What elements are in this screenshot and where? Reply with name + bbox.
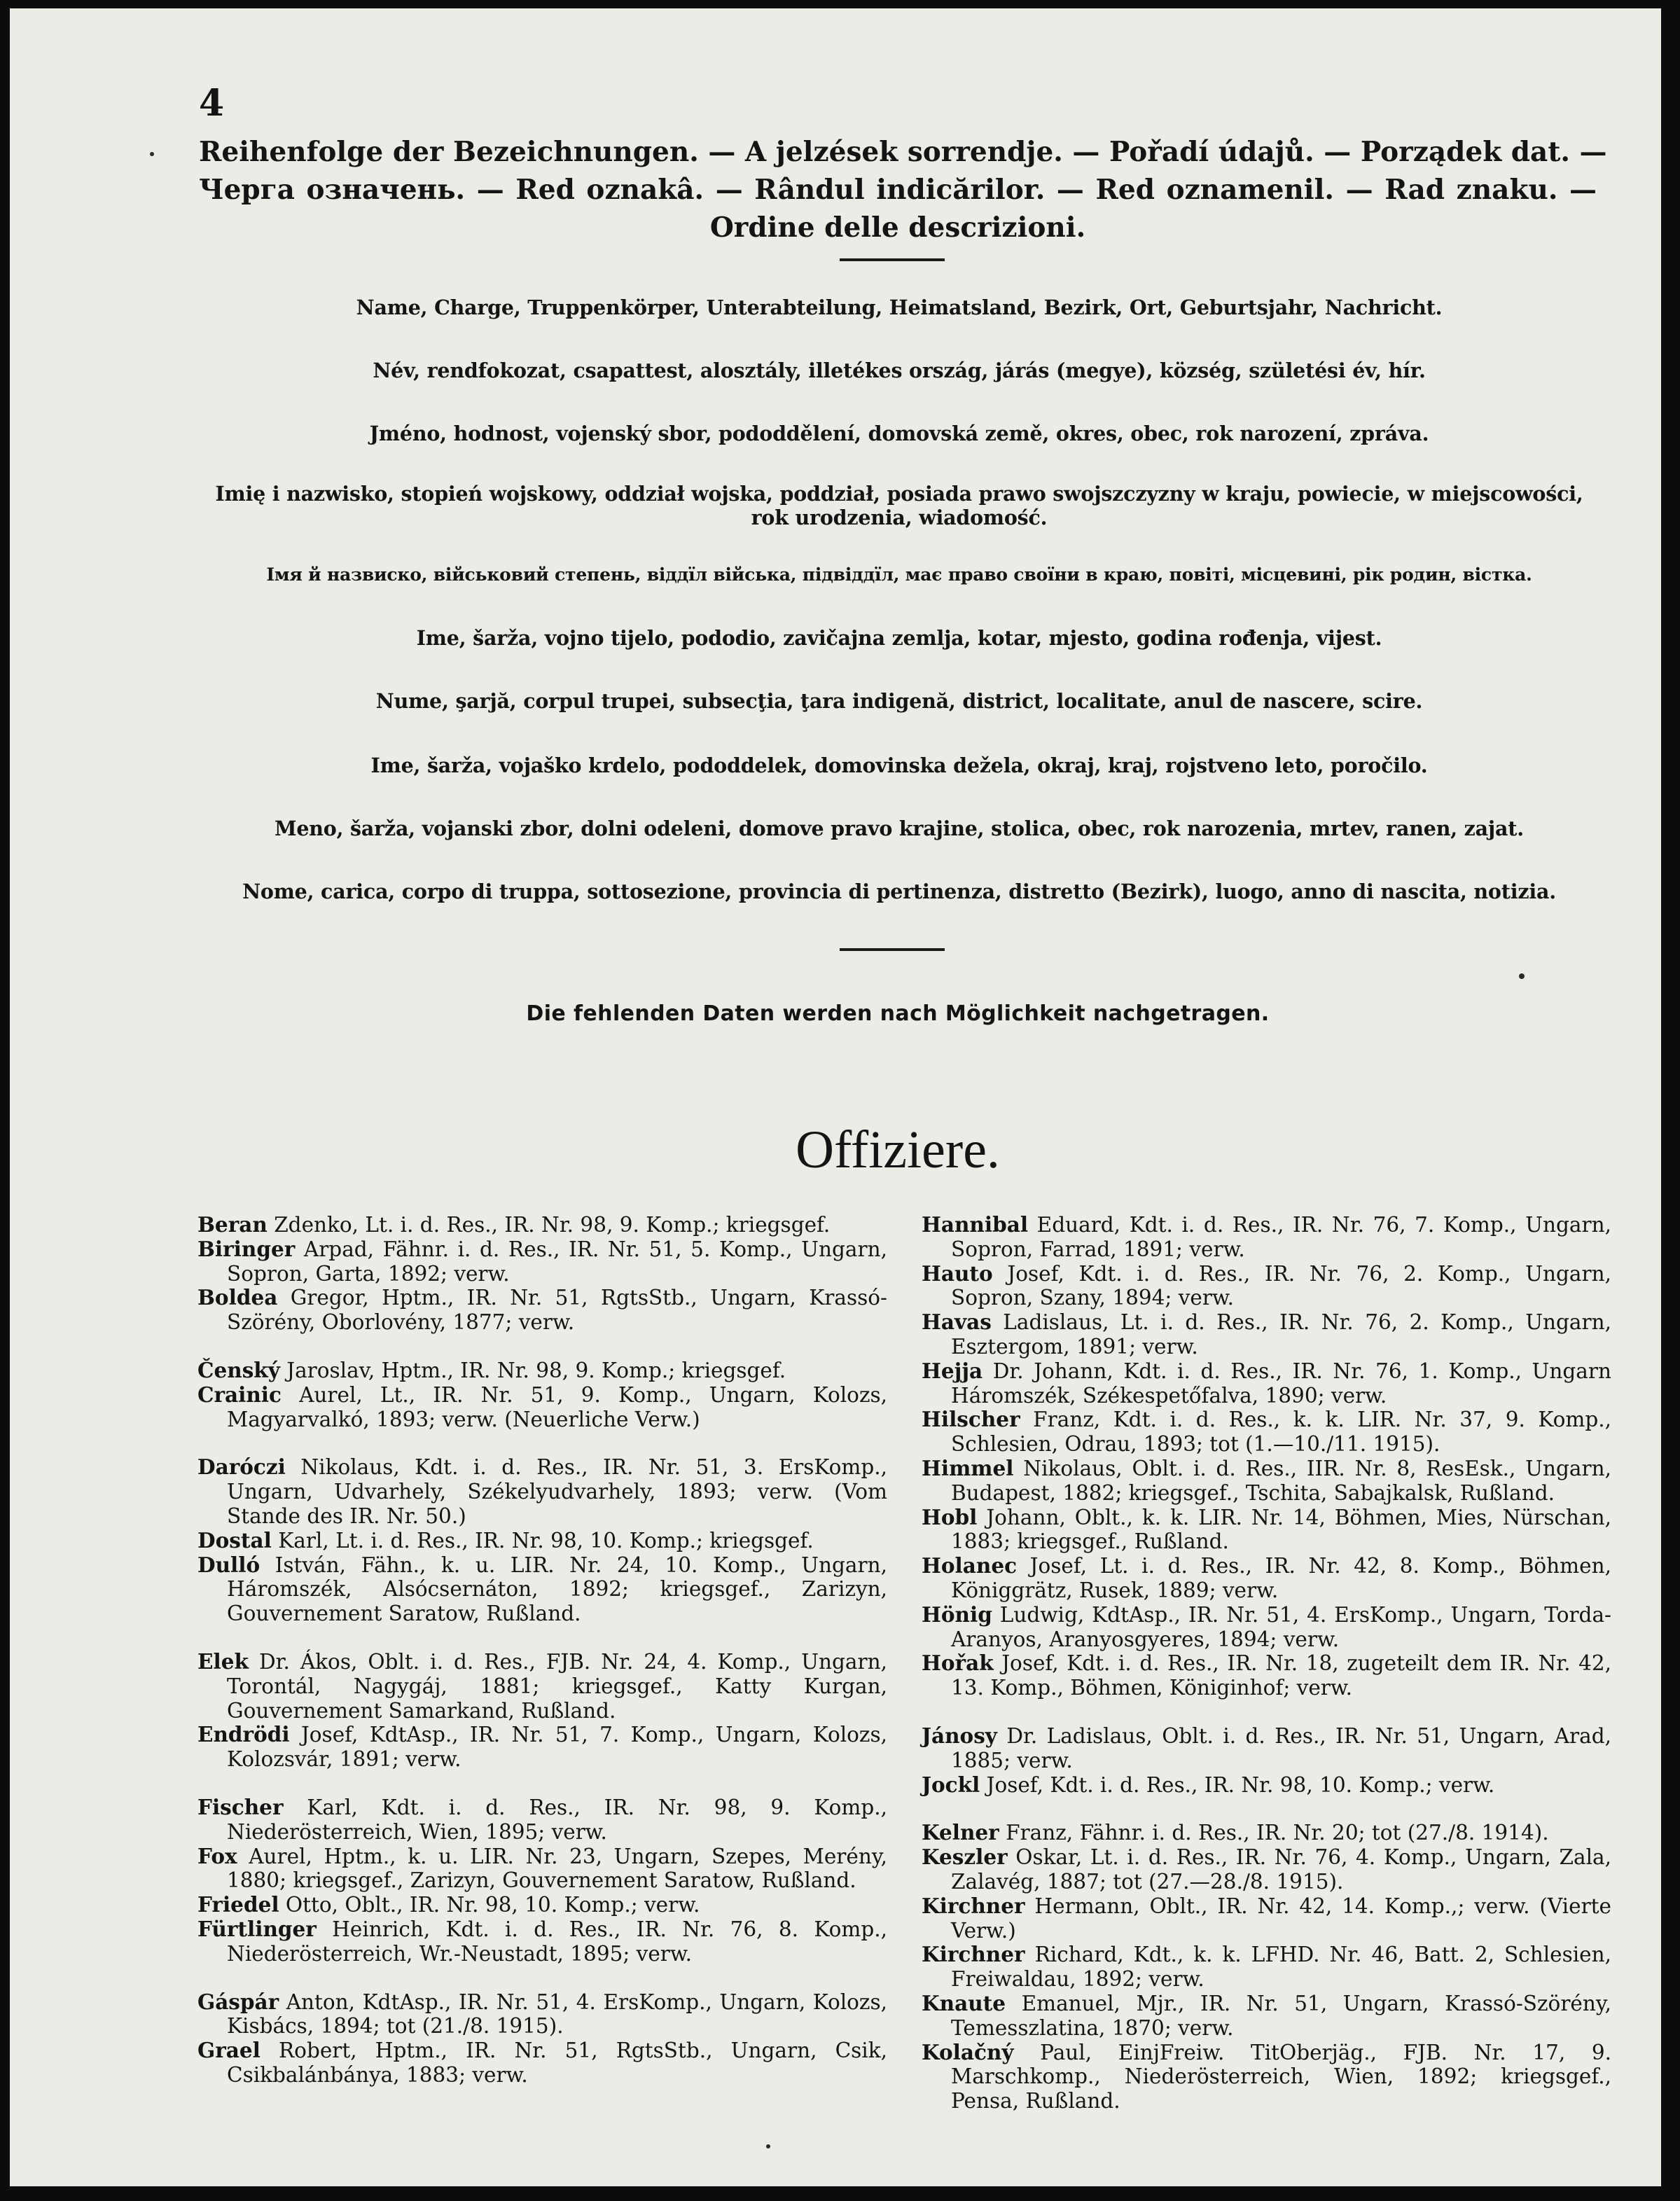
officer-details: Zdenko, Lt. i. d. Res., IR. Nr. 98, 9. Komp.; kriegsgef.: [267, 1213, 831, 1237]
heading-line-3: Ordine delle descrizioni.: [709, 211, 1086, 244]
officer-surname: Elek: [197, 1648, 249, 1674]
officer-details: Richard, Kdt., k. k. LFHD. Nr. 46, Batt. 2, Schlesien, Freiwaldau, 1892; verw.: [951, 1943, 1611, 1992]
officer-details: Anton, KdtAsp., IR. Nr. 51, 4. ErsKomp., Ungarn, Kolozs, Kisbács, 1894; tot (21./8. 1915).: [227, 1990, 887, 2039]
officer-entry: [197, 1650, 887, 1723]
officer-surname: Jánosy: [922, 1723, 997, 1748]
field-description-hungarian: Név, rendfokozat, csapattest, alosztály, illetékes ország, járás (megye), község, születési év, hír.: [373, 359, 1426, 382]
officer-entry: [922, 1213, 1611, 1262]
officer-entry: [197, 1529, 887, 1553]
officer-surname: Himmel: [922, 1455, 1014, 1480]
officer-details: Aurel, Lt., IR. Nr. 51, 9. Komp., Ungarn, Kolozs, Magyarvalkó, 1893; verw. (Neuerliche Verw.): [227, 1382, 887, 1431]
officer-details: Hermann, Oblt., IR. Nr. 42, 14. Komp.,; verw. (Vierte Verw.): [951, 1894, 1611, 1943]
officer-details: Ladislaus, Lt. i. d. Res., IR. Nr. 76, 2. Komp., Ungarn, Esztergom, 1891; verw.: [951, 1310, 1611, 1359]
officer-surname: Jockl: [922, 1772, 980, 1797]
print-speck: [766, 2144, 770, 2148]
officer-entry: [922, 1651, 1611, 1700]
print-speck: [150, 152, 154, 156]
officer-entry: [922, 1821, 1611, 1845]
officer-surname: Hannibal: [922, 1212, 1029, 1237]
entries-column-left: [197, 1213, 887, 2088]
field-description-czech: Jméno, hodnost, vojenský sbor, pododdělení, domovská země, okres, obec, rok narození, zpráva.: [369, 422, 1429, 445]
officer-surname: Beran: [197, 1212, 268, 1237]
divider-rule: [840, 258, 945, 261]
field-description-german: Name, Charge, Truppenkörper, Unterabteilung, Heimatsland, Bezirk, Ort, Geburtsjahr, Nachricht.: [356, 296, 1443, 319]
officer-details: István, Fähn., k. u. LIR. Nr. 24, 10. Komp., Ungarn, Háromszék, Alsócsernáton, 1892; kriegsgef., Zarizyn, Gouvernement Saratow, Rußland.: [227, 1553, 887, 1626]
officer-entry: [922, 1773, 1611, 1798]
officer-entry: [922, 1408, 1611, 1457]
officer-entry: [197, 1553, 887, 1626]
officer-entry: [922, 1894, 1611, 1943]
field-description-polish-cont: rok urodzenia, wiadomość.: [751, 506, 1048, 529]
officer-entry: [197, 1796, 887, 1845]
officer-details: Ludwig, KdtAsp., IR. Nr. 51, 4. ErsKomp., Ungarn, Torda-Aranyos, Aranyosgyeres, 1894; verw.: [951, 1602, 1611, 1651]
officer-entry: [197, 1213, 887, 1237]
officer-details: Johann, Oblt., k. k. LIR. Nr. 14, Böhmen, Mies, Nürschan, 1883; kriegsgef., Rußland.: [951, 1505, 1611, 1554]
officer-entry: [197, 1845, 887, 1894]
officer-entry: [922, 1992, 1611, 2041]
officer-details: Robert, Hptm., IR. Nr. 51, RgtsStb., Ungarn, Csik, Csikbalánbánya, 1883; verw.: [227, 2039, 887, 2087]
field-description-polish: Imię i nazwisko, stopień wojskowy, oddział wojska, poddział, posiada prawo swojszczyzny w kraju, powiecie, w miejscowości,: [215, 482, 1583, 506]
officer-entry: [197, 1917, 887, 1966]
officer-surname: Hejja: [922, 1358, 983, 1383]
officer-surname: Gáspár: [197, 1989, 279, 2014]
field-description-ruthenian: Імя й назвиско, військовий степень, віддїл війська, підвіддїл, має право своїни в краю, повіті, місцевині, рік родин, вістка.: [266, 564, 1532, 585]
print-speck: [1519, 973, 1525, 979]
officer-surname: Endrödi: [197, 1722, 290, 1747]
entries-column-right: [922, 1213, 1611, 2113]
field-description-slovak: Meno, šarža, vojanski zbor, dolni odeleni, domove pravo krajine, stolica, obec, rok narozenia, mrtev, ranen, zajat.: [275, 817, 1524, 840]
officer-details: Josef, Kdt. i. d. Res., IR. Nr. 98, 10. Komp.; verw.: [980, 1772, 1495, 1797]
officer-surname: Čenský: [197, 1357, 280, 1382]
officer-details: Karl, Kdt. i. d. Res., IR. Nr. 98, 9. Komp., Niederösterreich, Wien, 1895; verw.: [227, 1795, 887, 1844]
officer-details: Heinrich, Kdt. i. d. Res., IR. Nr. 76, 8. Komp., Niederösterreich, Wr.-Neustadt, 1895; verw.: [227, 1917, 887, 1966]
officer-entry: [197, 2039, 887, 2088]
field-description-croatian: Ime, šarža, vojno tijelo, pododio, zavičajna zemlja, kotar, mjesto, godina rođenja, vijest.: [416, 626, 1382, 650]
officer-entry: [922, 1457, 1611, 1506]
officer-details: Nikolaus, Oblt. i. d. Res., IIR. Nr. 8, ResEsk., Ungarn, Budapest, 1882; kriegsgef., Tschita, Sabajkalsk, Rußland.: [951, 1456, 1611, 1505]
officer-details: Aurel, Hptm., k. u. LIR. Nr. 23, Ungarn, Szepes, Merény, 1880; kriegsgef., Zarizyn, Gouvernement Saratow, Rußland.: [227, 1844, 887, 1893]
officer-details: Josef, KdtAsp., IR. Nr. 51, 7. Komp., Ungarn, Kolozs, Kolozsvár, 1891; verw.: [227, 1723, 887, 1772]
officer-surname: Hobl: [922, 1504, 978, 1529]
officer-details: Jaroslav, Hptm., IR. Nr. 98, 9. Komp.; kriegsgef.: [279, 1358, 786, 1382]
officer-entry: [197, 1359, 887, 1383]
officer-surname: Fürtlinger: [197, 1916, 317, 1941]
officer-surname: Kolačný: [922, 2039, 1014, 2064]
field-description-italian: Nome, carica, corpo di truppa, sottosezione, provincia di pertinenza, distretto (Bezirk), luogo, anno di nascita, notizia.: [242, 880, 1556, 903]
field-descriptions: [213, 285, 1585, 905]
officer-surname: Boldea: [197, 1285, 278, 1310]
officer-entry: [922, 1603, 1611, 1652]
officer-entry: [197, 1286, 887, 1335]
officer-entry: [197, 1893, 887, 1917]
officer-details: Otto, Oblt., IR. Nr. 98, 10. Komp.; verw.: [279, 1893, 700, 1917]
officer-details: Josef, Kdt. i. d. Res., IR. Nr. 76, 2. Komp., Ungarn, Sopron, Szany, 1894; verw.: [951, 1261, 1611, 1310]
officer-surname: Holanec: [922, 1553, 1018, 1578]
missing-data-note: Die fehlenden Daten werden nach Möglichkeit nachgetragen.: [526, 1001, 1270, 1026]
officer-surname: Biringer: [197, 1236, 296, 1261]
officer-entry: [922, 1359, 1611, 1408]
officer-details: Arpad, Fähnr. i. d. Res., IR. Nr. 51, 5. Komp., Ungarn, Sopron, Garta, 1892; verw.: [227, 1237, 887, 1286]
officer-surname: Fox: [197, 1843, 237, 1868]
divider-rule: [840, 948, 945, 951]
officer-surname: Grael: [197, 2038, 261, 2063]
officer-details: Oskar, Lt. i. d. Res., IR. Nr. 76, 4. Komp., Ungarn, Zala, Zalavég, 1887; tot (27.—28./8. 1915).: [951, 1845, 1611, 1894]
officer-surname: Havas: [922, 1310, 992, 1335]
officer-entry: [922, 1845, 1611, 1894]
officer-details: Josef, Lt. i. d. Res., IR. Nr. 42, 8. Komp., Böhmen, Königgrätz, Rusek, 1889; verw.: [951, 1554, 1611, 1602]
officer-surname: Fischer: [197, 1794, 284, 1819]
field-description-romanian: Nume, şarjă, corpul trupei, subsecţia, ţara indigenă, district, localitate, anul de nascere, scire.: [375, 689, 1423, 713]
officer-surname: Friedel: [197, 1892, 279, 1917]
officer-details: Dr. Ákos, Oblt. i. d. Res., FJB. Nr. 24, 4. Komp., Ungarn, Torontál, Nagygáj, 1881; kriegsgef., Katty Kurgan, Gouvernement Samarkand, Rußland.: [227, 1649, 887, 1723]
officer-surname: Kelner: [922, 1820, 999, 1845]
officer-surname: Daróczi: [197, 1454, 286, 1480]
officer-entry: [922, 1943, 1611, 1992]
officer-details: Karl, Lt. i. d. Res., IR. Nr. 98, 10. Komp.; kriegsgef.: [271, 1528, 814, 1553]
officer-entry: [922, 1724, 1611, 1773]
officer-surname: Hauto: [922, 1261, 993, 1286]
officer-details: Paul, EinjFreiw. TitOberjäg., FJB. Nr. 17, 9. Marschkomp., Niederösterreich, Wien, 1892; kriegsgef., Pensa, Rußland.: [951, 2040, 1611, 2113]
officer-entry: [197, 1383, 887, 1432]
officer-surname: Hořak: [922, 1651, 994, 1676]
officer-surname: Knaute: [922, 1990, 1006, 2015]
officer-surname: Kirchner: [922, 1942, 1025, 1967]
officer-entry: [197, 1237, 887, 1286]
officer-details: Gregor, Hptm., IR. Nr. 51, RgtsStb., Ungarn, Krassó-Szörény, Oborlovény, 1877; verw.: [227, 1286, 887, 1335]
officer-entry: [197, 1455, 887, 1528]
field-description-slovenian: Ime, šarža, vojaško krdelo, pododdelek, domovinska dežela, okraj, kraj, rojstveno leto, poročilo.: [370, 754, 1428, 777]
officer-surname: Hilscher: [922, 1407, 1020, 1432]
officer-surname: Keszler: [922, 1845, 1008, 1870]
officer-details: Franz, Kdt. i. d. Res., k. k. LIR. Nr. 37, 9. Komp., Schlesien, Odrau, 1893; tot (1.—10./11. 1915).: [951, 1408, 1611, 1457]
officer-details: Josef, Kdt. i. d. Res., IR. Nr. 18, zugeteilt dem IR. Nr. 42, 13. Komp., Böhmen, Königinhof; verw.: [951, 1651, 1611, 1700]
officer-surname: Dostal: [197, 1527, 272, 1553]
officer-details: Dr. Ladislaus, Oblt. i. d. Res., IR. Nr. 51, Ungarn, Arad, 1885; verw.: [951, 1723, 1611, 1772]
officer-surname: Hönig: [922, 1602, 992, 1627]
officer-surname: Kirchner: [922, 1893, 1025, 1918]
page-number: 4: [199, 82, 225, 125]
officer-details: Nikolaus, Kdt. i. d. Res., IR. Nr. 51, 3. ErsKomp., Ungarn, Udvarhely, Székelyudvarhely, 1893; verw. (Vom Stande des IR. Nr. 50.): [227, 1455, 887, 1528]
officer-details: Franz, Fähnr. i. d. Res., IR. Nr. 20; tot (27./8. 1914).: [999, 1821, 1549, 1845]
officer-surname: Crainic: [197, 1382, 282, 1407]
officer-details: Emanuel, Mjr., IR. Nr. 51, Ungarn, Krassó-Szörény, Temesszlatina, 1870; verw.: [951, 1991, 1611, 2040]
document-page: [10, 8, 1661, 2186]
officer-entry: [922, 2041, 1611, 2113]
officer-details: Dr. Johann, Kdt. i. d. Res., IR. Nr. 76, 1. Komp., Ungarn Háromszék, Székespetőfalva, 1890; verw.: [951, 1359, 1611, 1408]
officer-entry: [197, 1723, 887, 1772]
officer-surname: Dulló: [197, 1552, 261, 1577]
section-title: Offiziere.: [796, 1120, 1000, 1179]
officer-details: Eduard, Kdt. i. d. Res., IR. Nr. 76, 7. Komp., Ungarn, Sopron, Farrad, 1891; verw.: [951, 1213, 1611, 1261]
officer-entry: [922, 1310, 1611, 1359]
heading-line-2: Черга означень. — Red oznakâ. — Rândul indicărilor. — Red oznamenil. — Rad znaku. —: [199, 174, 1597, 206]
heading-line-1: Reihenfolge der Bezeichnungen. — A jelzések sorrendje. — Pořadí údajů. — Porządek dat. —: [199, 136, 1607, 168]
officer-entry: [197, 1990, 887, 2039]
officer-entry: [922, 1262, 1611, 1311]
officer-entry: [922, 1506, 1611, 1555]
officer-entry: [922, 1554, 1611, 1603]
